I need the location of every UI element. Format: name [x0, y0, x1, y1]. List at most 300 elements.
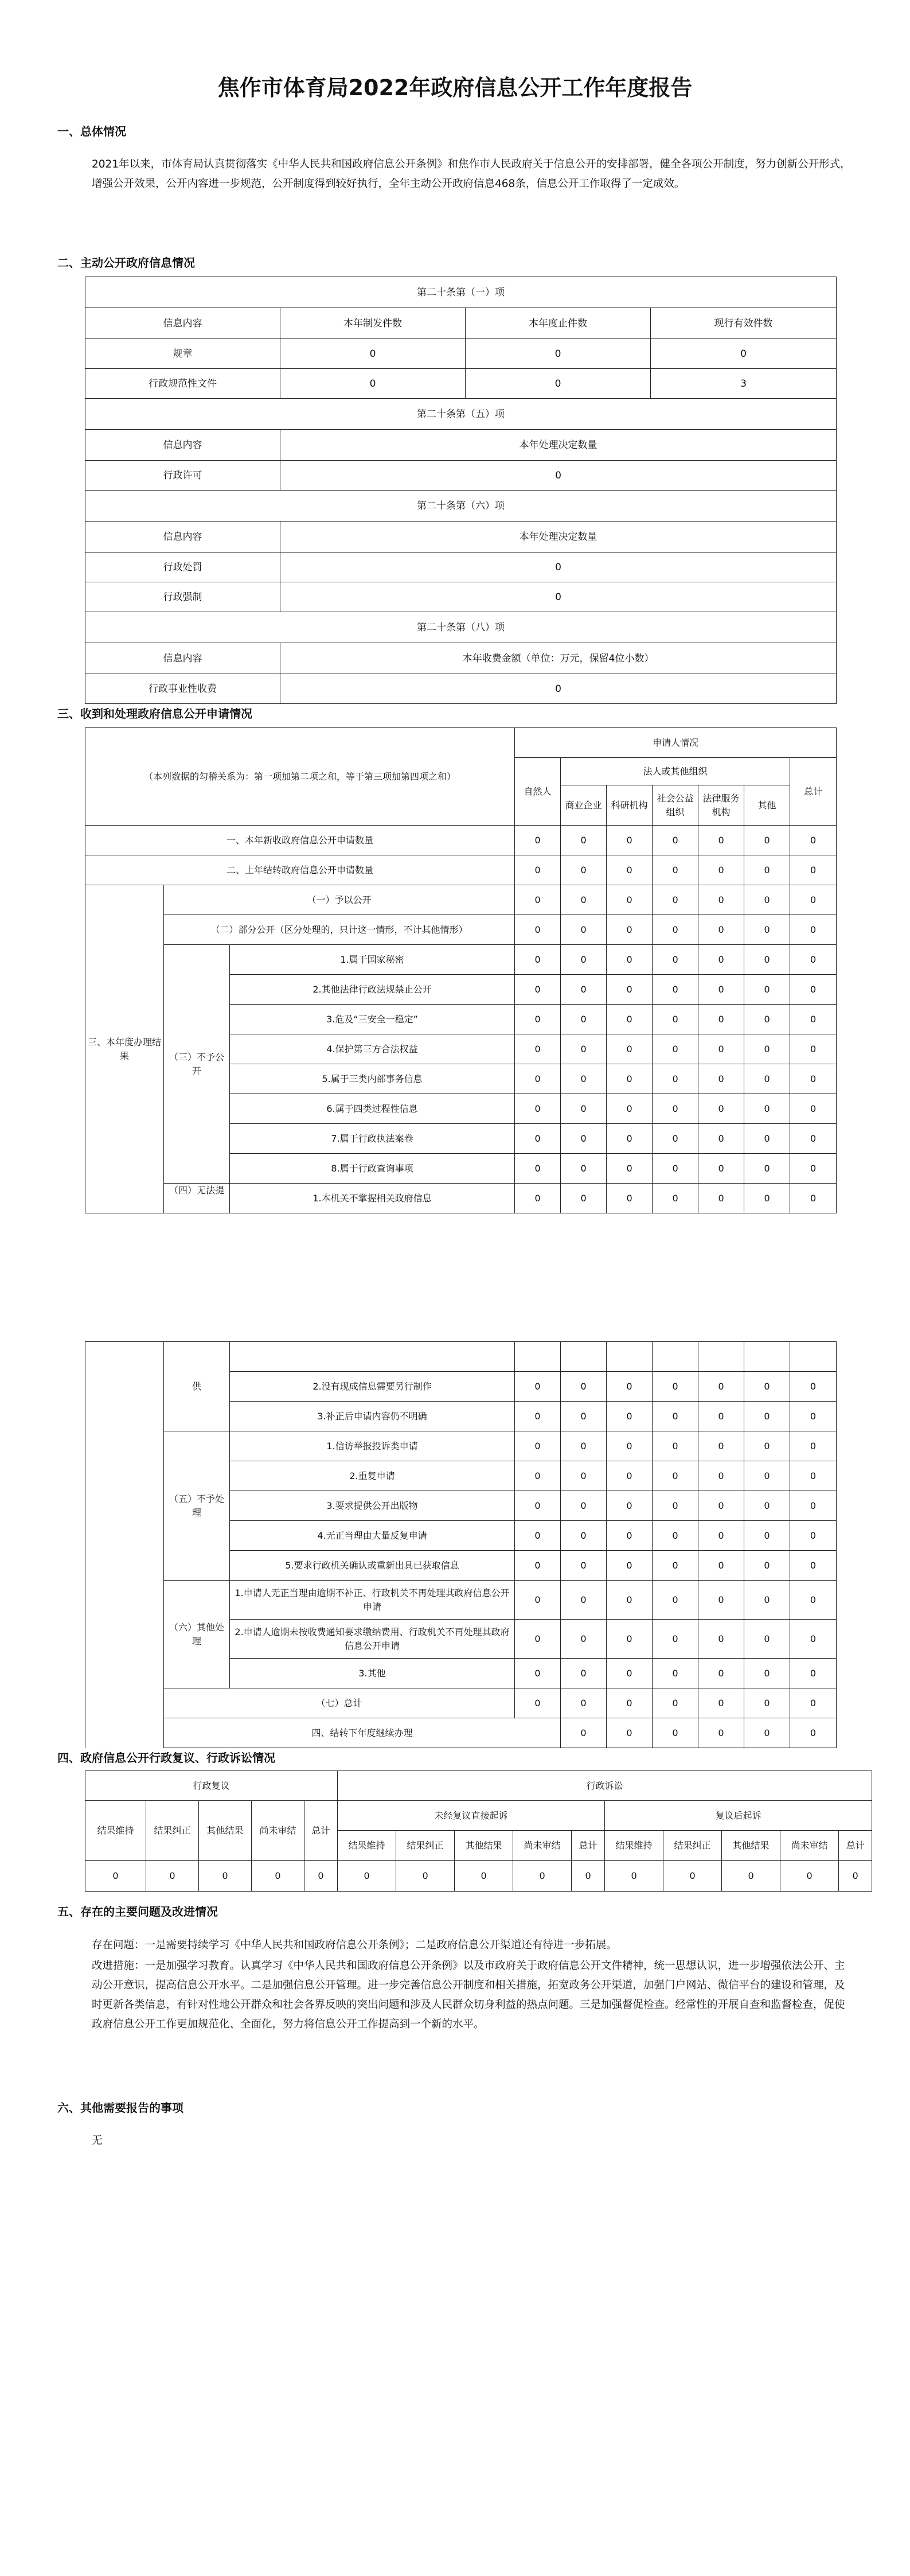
- count-cell: 0: [790, 1521, 837, 1551]
- count-cell: 0: [790, 1688, 837, 1718]
- review-litigation-count: 0: [780, 1861, 839, 1892]
- count-cell: 0: [561, 1581, 607, 1620]
- t1-cell: 0: [466, 339, 651, 369]
- t8-cell: 行政事业性收费: [85, 674, 280, 704]
- review-litigation-count: 0: [252, 1861, 304, 1892]
- other-reason: 3.其他: [230, 1659, 515, 1688]
- count-cell: 0: [790, 1659, 837, 1688]
- t6-col: 本年处理决定数量: [280, 522, 837, 552]
- count-cell: 0: [561, 1521, 607, 1551]
- count-cell: 0: [561, 1431, 607, 1461]
- count-cell: 0: [561, 1718, 607, 1748]
- section3-heading: 三、收到和处理政府信息公开申请情况: [57, 707, 252, 721]
- count-cell: 0: [653, 1064, 698, 1094]
- section6-heading: 六、其他需要报告的事项: [57, 2101, 183, 2115]
- review-litigation-count: 0: [722, 1861, 780, 1892]
- count-cell: 0: [607, 1184, 653, 1213]
- t1-cell: 0: [280, 339, 466, 369]
- section5-measures: 改进措施：一是加强学习教育。认真学习《中华人民共和国政府信息公开条例》以及市政府关于政府信息公开文件精神，统一思想认识，进一步增强依法公开、主动公开意识，提高信息公开水平。二是加强信息公开管理。进一步完善信息公开制度和相关措施，拓宽政务公开渠道，加强门户网站、微信平台的建设和管理，及时更新各类信息，有针对性地公开群众和社会各界反映的突出问题和涉及人民群众切身利益的热点问题。三是加强督促检查。经常性的开展自查和监督检查，促使政府信息公开工作更加规范化、全面化，努力将信息公开工作提高到一个新的水平。: [92, 1960, 845, 2030]
- review-litigation-count: 0: [199, 1861, 252, 1892]
- count-cell: 0: [561, 1551, 607, 1581]
- total-header: 总计: [790, 758, 837, 826]
- review-col: 结果纠正: [146, 1801, 199, 1861]
- count-cell: 0: [607, 1461, 653, 1491]
- review-col: 总计: [304, 1801, 338, 1861]
- count-cell: 0: [744, 1491, 790, 1521]
- t8-col: 本年收费金额（单位：万元，保留4位小数）: [280, 643, 837, 674]
- count-cell-blank: [653, 1342, 698, 1372]
- count-cell: 0: [790, 915, 837, 945]
- unavailable-reason: 2.没有现成信息需要另行制作: [230, 1372, 515, 1402]
- t6-cell: 行政强制: [85, 582, 280, 612]
- count-cell: 0: [607, 826, 653, 855]
- t1-cell: 规章: [85, 339, 280, 369]
- count-cell: 0: [790, 855, 837, 885]
- requests-table-part2: [85, 1341, 837, 1748]
- litigation-col: 尚未审结: [513, 1831, 572, 1861]
- count-cell: 0: [515, 1034, 561, 1064]
- count-cell: 0: [653, 1402, 698, 1431]
- unavailable-blank: [230, 1342, 515, 1372]
- section2-heading: 二、主动公开政府信息情况: [57, 256, 195, 270]
- count-cell: 0: [790, 1034, 837, 1064]
- count-cell: 0: [515, 1124, 561, 1154]
- t6-cell: 0: [280, 552, 837, 582]
- count-cell: 0: [790, 945, 837, 975]
- count-cell: 0: [698, 1154, 744, 1184]
- count-cell: 0: [698, 885, 744, 915]
- count-cell: 0: [515, 1005, 561, 1034]
- count-cell: 0: [607, 945, 653, 975]
- review-litigation-table: [85, 1770, 872, 1892]
- count-cell: 0: [653, 1718, 698, 1748]
- result-disclosed: （一）予以公开: [164, 885, 515, 915]
- count-cell: 0: [698, 1124, 744, 1154]
- legal-col: 法律服务机构: [698, 785, 744, 826]
- t1-cell: 0: [466, 369, 651, 399]
- review-litigation-count: 0: [396, 1861, 455, 1892]
- count-cell: 0: [698, 1094, 744, 1124]
- count-cell: 0: [653, 855, 698, 885]
- count-cell: 0: [607, 915, 653, 945]
- count-cell: 0: [790, 1064, 837, 1094]
- count-cell: 0: [790, 1154, 837, 1184]
- row-carried-over: 二、上年结转政府信息公开申请数量: [85, 855, 515, 885]
- count-cell: 0: [653, 1005, 698, 1034]
- count-cell: 0: [561, 1491, 607, 1521]
- legal-col: 科研机构: [607, 785, 653, 826]
- review-litigation-count: 0: [663, 1861, 722, 1892]
- count-cell-blank: [561, 1342, 607, 1372]
- count-cell: 0: [607, 1064, 653, 1094]
- count-cell: 0: [653, 1094, 698, 1124]
- proactive-disclosure-table: [85, 277, 837, 704]
- count-cell: 0: [607, 975, 653, 1005]
- other-reason: 1.申请人无正当理由逾期不补正、行政机关不再处理其政府信息公开申请: [230, 1581, 515, 1620]
- count-cell: 0: [607, 1094, 653, 1124]
- count-cell: 0: [653, 1620, 698, 1659]
- count-cell: 0: [515, 915, 561, 945]
- litigation-col: 尚未审结: [780, 1831, 839, 1861]
- count-cell: 0: [561, 1620, 607, 1659]
- t5-header: 第二十条第（五）项: [85, 399, 837, 430]
- review-col: 尚未审结: [252, 1801, 304, 1861]
- row-new-requests: 一、本年新收政府信息公开申请数量: [85, 826, 515, 855]
- count-cell: 0: [744, 1005, 790, 1034]
- review-litigation-count: 0: [839, 1861, 872, 1892]
- result-unavailable-label-bottom: 供: [164, 1342, 230, 1431]
- count-cell: 0: [653, 1034, 698, 1064]
- count-cell: 0: [698, 1034, 744, 1064]
- not-processed-reason: 3.要求提供公开出版物: [230, 1491, 515, 1521]
- result-total: （七）总计: [164, 1688, 515, 1718]
- count-cell: 0: [607, 1620, 653, 1659]
- count-cell: 0: [561, 885, 607, 915]
- litigation-col: 结果维持: [605, 1831, 663, 1861]
- review-litigation-count: 0: [572, 1861, 605, 1892]
- t6-cell: 行政处罚: [85, 552, 280, 582]
- count-cell: 0: [515, 975, 561, 1005]
- count-cell: 0: [607, 1718, 653, 1748]
- count-cell: 0: [515, 1064, 561, 1094]
- after-review-header: 复议后起诉: [605, 1801, 872, 1831]
- row-results-continued: [85, 1342, 164, 1748]
- row-carry-next-year: 四、结转下年度继续办理: [164, 1718, 561, 1748]
- count-cell: 0: [744, 975, 790, 1005]
- section4-heading: 四、政府信息公开行政复议、行政诉讼情况: [57, 1751, 275, 1765]
- count-cell: 0: [744, 915, 790, 945]
- count-cell: 0: [790, 1491, 837, 1521]
- count-cell: 0: [515, 1184, 561, 1213]
- count-cell: 0: [790, 1431, 837, 1461]
- litigation-col: 结果维持: [338, 1831, 396, 1861]
- review-litigation-count: 0: [304, 1861, 338, 1892]
- count-cell: 0: [561, 1124, 607, 1154]
- count-cell: 0: [698, 855, 744, 885]
- count-cell: 0: [744, 1718, 790, 1748]
- t6-header: 第二十条第（六）项: [85, 491, 837, 522]
- result-partial: （二）部分公开（区分处理的，只计这一情形，不计其他情形）: [164, 915, 515, 945]
- t1-header: 第二十条第（一）项: [85, 277, 837, 308]
- count-cell: 0: [744, 826, 790, 855]
- count-cell: 0: [698, 1372, 744, 1402]
- section5-heading: 五、存在的主要问题及改进情况: [57, 1905, 218, 1919]
- count-cell: 0: [607, 1154, 653, 1184]
- count-cell: 0: [515, 1094, 561, 1124]
- t8-header: 第二十条第（八）项: [85, 612, 837, 643]
- count-cell: 0: [744, 1034, 790, 1064]
- count-cell: 0: [515, 1688, 561, 1718]
- t1-cell: 行政规范性文件: [85, 369, 280, 399]
- legal-col: 社会公益组织: [653, 785, 698, 826]
- count-cell: 0: [515, 1402, 561, 1431]
- count-cell: 0: [561, 855, 607, 885]
- count-cell: 0: [744, 1688, 790, 1718]
- count-cell: 0: [515, 855, 561, 885]
- litigation-col: 其他结果: [455, 1831, 513, 1861]
- not-disclosed-reason: 3.危及“三安全一稳定”: [230, 1005, 515, 1034]
- unavailable-reason: 1.本机关不掌握相关政府信息: [230, 1184, 515, 1213]
- count-cell: 0: [790, 1402, 837, 1431]
- count-cell: 0: [698, 1491, 744, 1521]
- count-cell: 0: [607, 1491, 653, 1521]
- t5-col: 信息内容: [85, 430, 280, 461]
- count-cell: 0: [607, 1372, 653, 1402]
- review-litigation-count: 0: [513, 1861, 572, 1892]
- count-cell: 0: [653, 1372, 698, 1402]
- count-cell: 0: [607, 1659, 653, 1688]
- natural-person-header: 自然人: [515, 758, 561, 826]
- count-cell: 0: [698, 1431, 744, 1461]
- count-cell: 0: [653, 1521, 698, 1551]
- count-cell: 0: [607, 1034, 653, 1064]
- count-cell: 0: [561, 915, 607, 945]
- count-cell: 0: [744, 1659, 790, 1688]
- count-cell: 0: [607, 1581, 653, 1620]
- count-cell: 0: [698, 1688, 744, 1718]
- litigation-col: 总计: [839, 1831, 872, 1861]
- count-cell: 0: [653, 1491, 698, 1521]
- count-cell: 0: [744, 855, 790, 885]
- count-cell: 0: [744, 1431, 790, 1461]
- count-cell: 0: [698, 945, 744, 975]
- t1-col: 本年制发件数: [280, 308, 466, 339]
- count-cell: 0: [515, 1659, 561, 1688]
- t1-col: 现行有效件数: [651, 308, 837, 339]
- not-processed-reason: 2.重复申请: [230, 1461, 515, 1491]
- count-cell: 0: [515, 885, 561, 915]
- count-cell: 0: [744, 1124, 790, 1154]
- count-cell: 0: [698, 1718, 744, 1748]
- count-cell: 0: [653, 1124, 698, 1154]
- t6-col: 信息内容: [85, 522, 280, 552]
- result-other-label: （六）其他处理: [164, 1581, 230, 1688]
- count-cell: 0: [607, 1431, 653, 1461]
- litigation-header: 行政诉讼: [338, 1771, 872, 1801]
- count-cell: 0: [515, 1431, 561, 1461]
- not-disclosed-reason: 6.属于四类过程性信息: [230, 1094, 515, 1124]
- count-cell: 0: [744, 1154, 790, 1184]
- review-col: 结果维持: [85, 1801, 146, 1861]
- count-cell: 0: [790, 826, 837, 855]
- review-litigation-count: 0: [455, 1861, 513, 1892]
- count-cell: 0: [698, 1005, 744, 1034]
- unavailable-reason: 3.补正后申请内容仍不明确: [230, 1402, 515, 1431]
- count-cell: 0: [653, 1431, 698, 1461]
- count-cell: 0: [607, 1551, 653, 1581]
- count-cell: 0: [561, 1688, 607, 1718]
- count-cell: 0: [607, 1124, 653, 1154]
- count-cell: 0: [790, 1620, 837, 1659]
- count-cell: 0: [607, 1402, 653, 1431]
- count-cell: 0: [744, 885, 790, 915]
- t1-cell: 3: [651, 369, 837, 399]
- not-disclosed-reason: 8.属于行政查询事项: [230, 1154, 515, 1184]
- count-cell: 0: [653, 826, 698, 855]
- not-disclosed-reason: 2.其他法律行政法规禁止公开: [230, 975, 515, 1005]
- count-cell: 0: [790, 1184, 837, 1213]
- count-cell: 0: [698, 1581, 744, 1620]
- count-cell: 0: [744, 1184, 790, 1213]
- review-litigation-count: 0: [146, 1861, 199, 1892]
- not-disclosed-reason: 5.属于三类内部事务信息: [230, 1064, 515, 1094]
- section6-body: 无: [92, 2135, 103, 2147]
- review-header: 行政复议: [85, 1771, 338, 1801]
- not-disclosed-reason: 7.属于行政执法案卷: [230, 1124, 515, 1154]
- count-cell-blank: [790, 1342, 837, 1372]
- count-cell: 0: [561, 1184, 607, 1213]
- review-col: 其他结果: [199, 1801, 252, 1861]
- count-cell: 0: [744, 1521, 790, 1551]
- count-cell: 0: [561, 1659, 607, 1688]
- count-cell: 0: [744, 1461, 790, 1491]
- t5-cell: 0: [280, 461, 837, 491]
- not-processed-reason: 5.要求行政机关确认或重新出具已获取信息: [230, 1551, 515, 1581]
- t1-cell: 0: [280, 369, 466, 399]
- count-cell: 0: [515, 1581, 561, 1620]
- count-cell: 0: [744, 1620, 790, 1659]
- count-cell: 0: [698, 1184, 744, 1213]
- count-cell: 0: [607, 1521, 653, 1551]
- count-cell: 0: [561, 826, 607, 855]
- section5-problems: 存在问题：一是需要持续学习《中华人民共和国政府信息公开条例》；二是政府信息公开渠道还有待进一步拓展。: [92, 1939, 617, 1951]
- review-litigation-count: 0: [338, 1861, 396, 1892]
- litigation-col: 其他结果: [722, 1831, 780, 1861]
- count-cell: 0: [515, 1551, 561, 1581]
- not-processed-reason: 4.无正当理由大量反复申请: [230, 1521, 515, 1551]
- litigation-col: 总计: [572, 1831, 605, 1861]
- count-cell: 0: [515, 1491, 561, 1521]
- count-cell: 0: [698, 915, 744, 945]
- count-cell: 0: [790, 1372, 837, 1402]
- count-cell: 0: [653, 1551, 698, 1581]
- count-cell: 0: [653, 1184, 698, 1213]
- count-cell: 0: [607, 1005, 653, 1034]
- report-title: 焦作市体育局2022年政府信息公开工作年度报告: [217, 75, 693, 100]
- count-cell: 0: [698, 1659, 744, 1688]
- legal-col: 商业企业: [561, 785, 607, 826]
- count-cell: 0: [515, 1372, 561, 1402]
- result-unavailable-label-top: （四）无法提: [164, 1184, 230, 1213]
- count-cell: 0: [744, 1094, 790, 1124]
- count-cell: 0: [790, 1124, 837, 1154]
- count-cell: 0: [653, 1688, 698, 1718]
- t5-col: 本年处理决定数量: [280, 430, 837, 461]
- count-cell: 0: [744, 1064, 790, 1094]
- count-cell: 0: [698, 826, 744, 855]
- row-results-label: 三、本年度办理结果: [85, 885, 164, 1213]
- count-cell: 0: [515, 1461, 561, 1491]
- section1-heading: 一、总体情况: [57, 124, 126, 138]
- count-cell: 0: [561, 1372, 607, 1402]
- count-cell: 0: [790, 1461, 837, 1491]
- count-cell: 0: [515, 1154, 561, 1184]
- count-cell: 0: [561, 1094, 607, 1124]
- section1-paragraph: 2021年以来，市体育局认真贯彻落实《中华人民共和国政府信息公开条例》和焦作市人民政府关于信息公开的安排部署，健全各项公开制度，努力创新公开形式，增强公开效果，公开内容进一步规范，公开制度得到较好执行，全年主动公开政府信息468条，信息公开工作取得了一定成效。: [92, 158, 851, 190]
- count-cell: 0: [653, 945, 698, 975]
- count-cell: 0: [653, 885, 698, 915]
- count-cell: 0: [607, 1688, 653, 1718]
- count-cell: 0: [698, 1521, 744, 1551]
- count-cell: 0: [515, 1620, 561, 1659]
- t8-cell: 0: [280, 674, 837, 704]
- count-cell: 0: [744, 1402, 790, 1431]
- not-disclosed-reason: 4.保护第三方合法权益: [230, 1034, 515, 1064]
- count-cell-blank: [698, 1342, 744, 1372]
- t5-cell: 行政许可: [85, 461, 280, 491]
- count-cell: 0: [561, 1154, 607, 1184]
- count-cell: 0: [744, 1372, 790, 1402]
- count-cell-blank: [744, 1342, 790, 1372]
- count-cell: 0: [653, 915, 698, 945]
- t1-col: 本年度止件数: [466, 308, 651, 339]
- count-cell: 0: [790, 1005, 837, 1034]
- count-cell: 0: [561, 1461, 607, 1491]
- not-reviewed-header: 未经复议直接起诉: [338, 1801, 605, 1831]
- count-cell: 0: [790, 1581, 837, 1620]
- litigation-col: 结果纠正: [663, 1831, 722, 1861]
- count-cell: 0: [744, 945, 790, 975]
- t1-cell: 0: [651, 339, 837, 369]
- count-cell: 0: [515, 1521, 561, 1551]
- count-cell: 0: [515, 945, 561, 975]
- count-cell: 0: [790, 1718, 837, 1748]
- count-cell: 0: [790, 885, 837, 915]
- review-litigation-count: 0: [605, 1861, 663, 1892]
- count-cell: 0: [561, 1034, 607, 1064]
- count-cell: 0: [561, 1005, 607, 1034]
- legal-entity-header: 法人或其他组织: [561, 758, 790, 785]
- count-cell: 0: [515, 826, 561, 855]
- count-cell: 0: [698, 1551, 744, 1581]
- count-cell: 0: [561, 1402, 607, 1431]
- count-cell-blank: [515, 1342, 561, 1372]
- count-cell: 0: [790, 1551, 837, 1581]
- not-processed-reason: 1.信访举报投诉类申请: [230, 1431, 515, 1461]
- count-cell: 0: [698, 1064, 744, 1094]
- requests-table-part1: [85, 727, 837, 1213]
- t1-col: 信息内容: [85, 308, 280, 339]
- count-cell: 0: [561, 945, 607, 975]
- litigation-col: 结果纠正: [396, 1831, 455, 1861]
- count-cell: 0: [561, 1064, 607, 1094]
- count-cell: 0: [607, 885, 653, 915]
- count-cell: 0: [790, 1094, 837, 1124]
- count-cell: 0: [698, 975, 744, 1005]
- requests-note: （本列数据的勾稽关系为：第一项加第二项之和，等于第三项加第四项之和）: [85, 728, 515, 826]
- result-not-processed-label: （五）不予处理: [164, 1431, 230, 1581]
- count-cell: 0: [698, 1402, 744, 1431]
- count-cell: 0: [653, 975, 698, 1005]
- count-cell-blank: [607, 1342, 653, 1372]
- review-litigation-count: 0: [85, 1861, 146, 1892]
- t8-col: 信息内容: [85, 643, 280, 674]
- legal-col: 其他: [744, 785, 790, 826]
- other-reason: 2.申请人逾期未按收费通知要求缴纳费用、行政机关不再处理其政府信息公开申请: [230, 1620, 515, 1659]
- count-cell: 0: [561, 975, 607, 1005]
- count-cell: 0: [790, 975, 837, 1005]
- count-cell: 0: [607, 855, 653, 885]
- count-cell: 0: [698, 1620, 744, 1659]
- applicant-header: 申请人情况: [515, 728, 837, 758]
- count-cell: 0: [744, 1551, 790, 1581]
- count-cell: 0: [653, 1461, 698, 1491]
- count-cell: 0: [744, 1581, 790, 1620]
- result-not-disclosed-label: （三）不予公开: [164, 945, 230, 1184]
- count-cell: 0: [653, 1154, 698, 1184]
- count-cell: 0: [653, 1659, 698, 1688]
- not-disclosed-reason: 1.属于国家秘密: [230, 945, 515, 975]
